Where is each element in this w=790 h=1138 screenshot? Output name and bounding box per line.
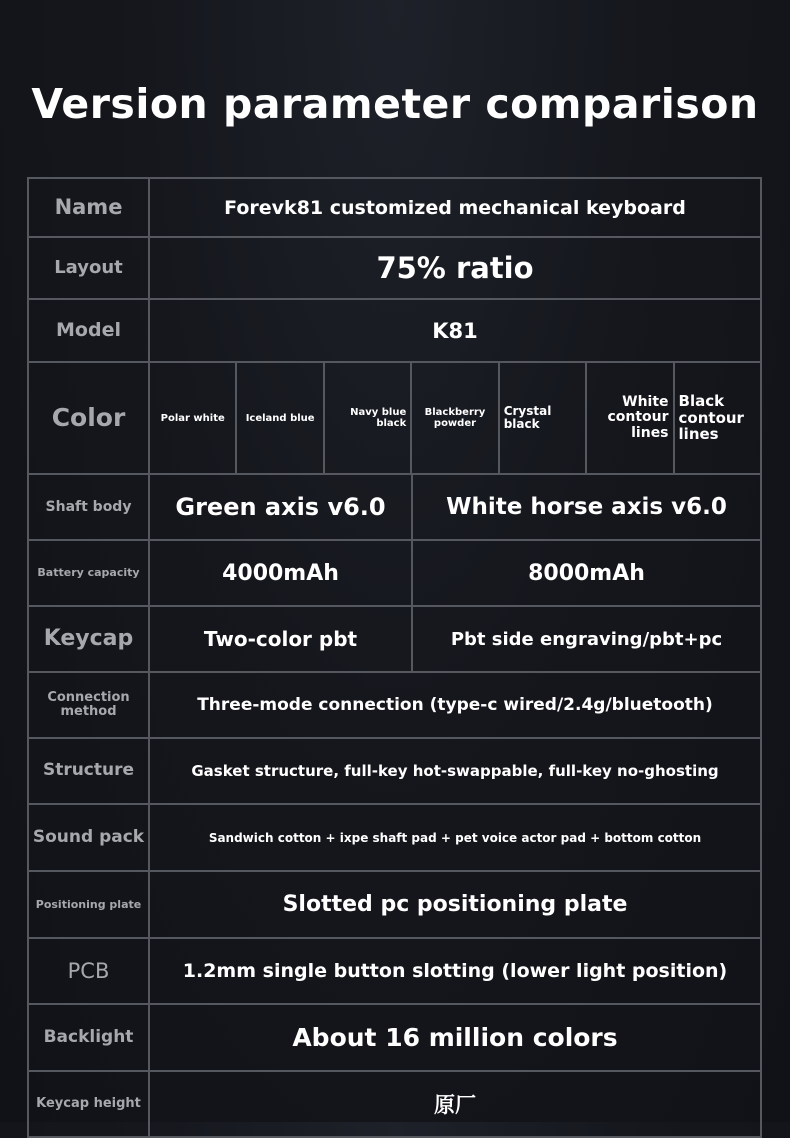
table-row [29,363,760,475]
row-value-layout: 75% ratio [376,251,534,285]
row-label-shaft: Shaft body [29,475,150,539]
row-label-color: Color [29,363,150,473]
color-option: Polar white [150,363,237,473]
row-label-height: Keycap height [29,1072,150,1136]
row-label-model: Model [29,300,150,361]
row-label-backlight: Backlight [29,1005,150,1070]
color-option: Blackberry powder [412,363,499,473]
color-option: Navy blue black [325,363,412,473]
row-value-name: Forevk81 customized mechanical keyboard [224,196,686,219]
color-options [150,363,760,473]
table-row [29,300,760,363]
row-value-pcb: 1.2mm single button slotting (lower light position) [182,960,728,982]
page-title: Version parameter comparison [31,80,759,128]
row-value-battery-right: 8000mAh [528,560,645,586]
row-value-keycap-left: Two-color pbt [150,607,413,671]
row-label-connection: Connection method [29,673,150,737]
row-value-height: 原厂 [434,1093,476,1117]
table-row [29,475,760,541]
row-value-keycap-right: Pbt side engraving/pbt+pc [450,628,723,650]
table-row [29,179,760,238]
row-label-plate: Positioning plate [29,872,150,937]
row-value-sound: Sandwich cotton + ixpe shaft pad + pet voice actor pad + bottom cotton [208,830,702,845]
table-row [29,739,760,805]
table-row [29,238,760,300]
table-row [29,1005,760,1072]
row-value-shaft-right: White horse axis v6.0 [446,494,727,520]
row-label-pcb: PCB [29,939,150,1003]
table-row [29,939,760,1005]
row-label-layout: Layout [29,238,150,298]
row-value-model: K81 [432,318,478,343]
row-label-name: Name [29,179,150,236]
color-option: Iceland blue [237,363,324,473]
row-value-battery-left: 4000mAh [150,541,413,605]
row-value-plate: Slotted pc positioning plate [282,892,628,917]
row-value-connection: Three-mode connection (type-c wired/2.4g/bluetooth) [197,695,713,715]
table-row [29,805,760,872]
color-option: White contour lines [587,363,674,473]
row-label-sound: Sound pack [29,805,150,870]
table-row [29,673,760,739]
table-row [29,607,760,673]
row-value-shaft-left: Green axis v6.0 [150,475,413,539]
color-option: Crystal black [500,363,587,473]
table-row [29,1072,760,1138]
row-value-structure: Gasket structure, full-key hot-swappable, full-key no-ghosting [191,762,719,780]
color-option: Black contour lines [678,392,744,444]
table-row [29,541,760,607]
row-value-backlight: About 16 million colors [292,1023,618,1052]
row-label-keycap: Keycap [29,607,150,671]
row-label-battery: Battery capacity [29,541,150,605]
row-label-structure: Structure [29,739,150,803]
table-row [29,872,760,939]
comparison-table [27,177,762,1138]
